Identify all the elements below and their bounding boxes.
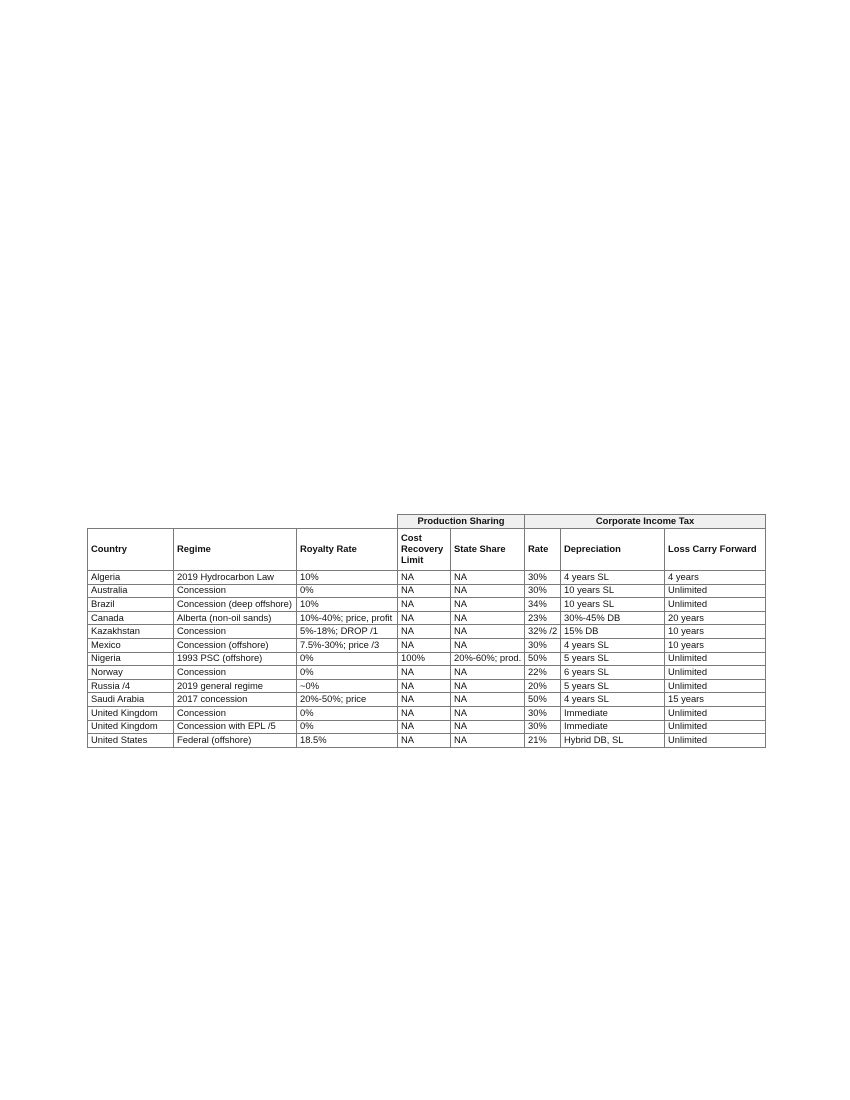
cost-recovery-limit-cell: NA xyxy=(398,734,451,748)
royalty-rate-cell: 0% xyxy=(297,584,398,598)
country-cell: Russia /4 xyxy=(88,679,174,693)
loss-carry-forward-cell: Unlimited xyxy=(665,734,766,748)
cost-recovery-limit-column-header xyxy=(398,529,451,571)
corporate-income-tax-group-header: Corporate Income Tax xyxy=(525,515,766,529)
regime-cell: Federal (offshore) xyxy=(174,734,297,748)
depreciation-cell: 10 years SL xyxy=(561,584,665,598)
cost-recovery-limit-cell: NA xyxy=(398,720,451,734)
country-cell: Saudi Arabia xyxy=(88,693,174,707)
depreciation-column-header: Depreciation xyxy=(561,529,665,571)
loss-carry-forward-cell: Unlimited xyxy=(665,598,766,612)
royalty-rate-cell: 10% xyxy=(297,598,398,612)
cit-rate-cell: 50% xyxy=(525,693,561,707)
table-row xyxy=(88,611,766,625)
state-share-cell: NA xyxy=(451,666,525,680)
depreciation-cell: 4 years SL xyxy=(561,638,665,652)
cost-recovery-limit-line-3: Limit xyxy=(401,553,424,565)
country-cell: Canada xyxy=(88,611,174,625)
regime-cell: 2019 general regime xyxy=(174,679,297,693)
table-row xyxy=(88,679,766,693)
royalty-rate-cell: 10% xyxy=(297,571,398,585)
country-cell: United States xyxy=(88,734,174,748)
state-share-cell: NA xyxy=(451,638,525,652)
royalty-rate-column-header: Royalty Rate xyxy=(297,529,398,571)
state-share-cell: NA xyxy=(451,584,525,598)
column-header-row xyxy=(88,529,766,571)
table-row xyxy=(88,666,766,680)
regime-cell: Concession (offshore) xyxy=(174,638,297,652)
country-cell: Norway xyxy=(88,666,174,680)
cit-rate-cell: 20% xyxy=(525,679,561,693)
cost-recovery-limit-cell: NA xyxy=(398,584,451,598)
cost-recovery-limit-line-2: Recovery xyxy=(401,543,444,555)
depreciation-cell: 5 years SL xyxy=(561,652,665,666)
table-row xyxy=(88,720,766,734)
cost-recovery-limit-cell: NA xyxy=(398,611,451,625)
table-row xyxy=(88,598,766,612)
cit-rate-cell: 50% xyxy=(525,652,561,666)
cit-rate-cell: 30% xyxy=(525,638,561,652)
loss-carry-forward-column-header: Loss Carry Forward xyxy=(665,529,766,571)
cost-recovery-limit-line-1: Cost xyxy=(401,532,422,544)
cit-rate-cell: 21% xyxy=(525,734,561,748)
royalty-rate-cell: 7.5%-30%; price /3 xyxy=(297,638,398,652)
cit-rate-cell: 22% xyxy=(525,666,561,680)
cost-recovery-limit-cell: NA xyxy=(398,638,451,652)
production-sharing-group-header: Production Sharing xyxy=(398,515,525,529)
regime-cell: Concession (deep offshore) xyxy=(174,598,297,612)
state-share-cell: 20%-60%; prod. xyxy=(451,652,525,666)
regime-cell: 1993 PSC (offshore) xyxy=(174,652,297,666)
depreciation-cell: 10 years SL xyxy=(561,598,665,612)
country-cell: Mexico xyxy=(88,638,174,652)
cit-rate-cell: 30% xyxy=(525,720,561,734)
state-share-cell: NA xyxy=(451,706,525,720)
royalty-rate-cell: 0% xyxy=(297,652,398,666)
group-header-row xyxy=(88,515,766,529)
royalty-rate-cell: 5%-18%; DROP /1 xyxy=(297,625,398,639)
cost-recovery-limit-cell: NA xyxy=(398,693,451,707)
loss-carry-forward-cell: Unlimited xyxy=(665,706,766,720)
loss-carry-forward-cell: Unlimited xyxy=(665,652,766,666)
loss-carry-forward-cell: 15 years xyxy=(665,693,766,707)
loss-carry-forward-cell: Unlimited xyxy=(665,666,766,680)
state-share-cell: NA xyxy=(451,571,525,585)
royalty-rate-cell: 0% xyxy=(297,666,398,680)
depreciation-cell: Immediate xyxy=(561,706,665,720)
cit-rate-cell: 30% xyxy=(525,584,561,598)
loss-carry-forward-cell: 10 years xyxy=(665,638,766,652)
regime-cell: Concession xyxy=(174,666,297,680)
royalty-rate-cell: 0% xyxy=(297,720,398,734)
cost-recovery-limit-cell: NA xyxy=(398,679,451,693)
table-row xyxy=(88,638,766,652)
state-share-cell: NA xyxy=(451,625,525,639)
country-cell: Algeria xyxy=(88,571,174,585)
country-cell: Kazakhstan xyxy=(88,625,174,639)
regime-cell: 2019 Hydrocarbon Law xyxy=(174,571,297,585)
cit-rate-cell: 34% xyxy=(525,598,561,612)
table-row xyxy=(88,706,766,720)
country-cell: United Kingdom xyxy=(88,706,174,720)
state-share-cell: NA xyxy=(451,734,525,748)
cit-rate-cell: 30% xyxy=(525,571,561,585)
cit-rate-cell: 23% xyxy=(525,611,561,625)
cost-recovery-limit-cell: NA xyxy=(398,666,451,680)
table-row xyxy=(88,571,766,585)
state-share-cell: NA xyxy=(451,679,525,693)
royalty-rate-cell: 20%-50%; price xyxy=(297,693,398,707)
table-row xyxy=(88,625,766,639)
depreciation-cell: 15% DB xyxy=(561,625,665,639)
country-cell: Australia xyxy=(88,584,174,598)
regime-column-header: Regime xyxy=(174,529,297,571)
cost-recovery-limit-cell: NA xyxy=(398,706,451,720)
table-row xyxy=(88,734,766,748)
country-cell: United Kingdom xyxy=(88,720,174,734)
cit-rate-cell: 30% xyxy=(525,706,561,720)
state-share-cell: NA xyxy=(451,598,525,612)
blank-header-cell xyxy=(88,515,398,529)
cost-recovery-limit-cell: NA xyxy=(398,598,451,612)
cit-rate-cell: 32% /2 xyxy=(525,625,561,639)
depreciation-cell: Immediate xyxy=(561,720,665,734)
state-share-cell: NA xyxy=(451,611,525,625)
regime-cell: Concession xyxy=(174,706,297,720)
depreciation-cell: 4 years SL xyxy=(561,571,665,585)
royalty-rate-cell: 18.5% xyxy=(297,734,398,748)
table-row xyxy=(88,584,766,598)
state-share-cell: NA xyxy=(451,693,525,707)
depreciation-cell: 30%-45% DB xyxy=(561,611,665,625)
country-cell: Brazil xyxy=(88,598,174,612)
state-share-cell: NA xyxy=(451,720,525,734)
rate-column-header: Rate xyxy=(525,529,561,571)
depreciation-cell: 4 years SL xyxy=(561,693,665,707)
regime-cell: 2017 concession xyxy=(174,693,297,707)
table-row xyxy=(88,652,766,666)
cost-recovery-limit-cell: 100% xyxy=(398,652,451,666)
table-row xyxy=(88,693,766,707)
royalty-rate-cell: 0% xyxy=(297,706,398,720)
loss-carry-forward-cell: Unlimited xyxy=(665,584,766,598)
regime-cell: Concession xyxy=(174,584,297,598)
fiscal-regime-table xyxy=(87,514,766,748)
table-body xyxy=(88,571,766,748)
loss-carry-forward-cell: Unlimited xyxy=(665,720,766,734)
loss-carry-forward-cell: 4 years xyxy=(665,571,766,585)
state-share-column-header: State Share xyxy=(451,529,525,571)
regime-cell: Concession with EPL /5 xyxy=(174,720,297,734)
royalty-rate-cell: ~0% xyxy=(297,679,398,693)
depreciation-cell: Hybrid DB, SL xyxy=(561,734,665,748)
regime-cell: Concession xyxy=(174,625,297,639)
cost-recovery-limit-cell: NA xyxy=(398,571,451,585)
depreciation-cell: 6 years SL xyxy=(561,666,665,680)
regime-cell: Alberta (non-oil sands) xyxy=(174,611,297,625)
cost-recovery-limit-cell: NA xyxy=(398,625,451,639)
loss-carry-forward-cell: Unlimited xyxy=(665,679,766,693)
loss-carry-forward-cell: 10 years xyxy=(665,625,766,639)
depreciation-cell: 5 years SL xyxy=(561,679,665,693)
royalty-rate-cell: 10%-40%; price, profit xyxy=(297,611,398,625)
country-column-header: Country xyxy=(88,529,174,571)
country-cell: Nigeria xyxy=(88,652,174,666)
loss-carry-forward-cell: 20 years xyxy=(665,611,766,625)
